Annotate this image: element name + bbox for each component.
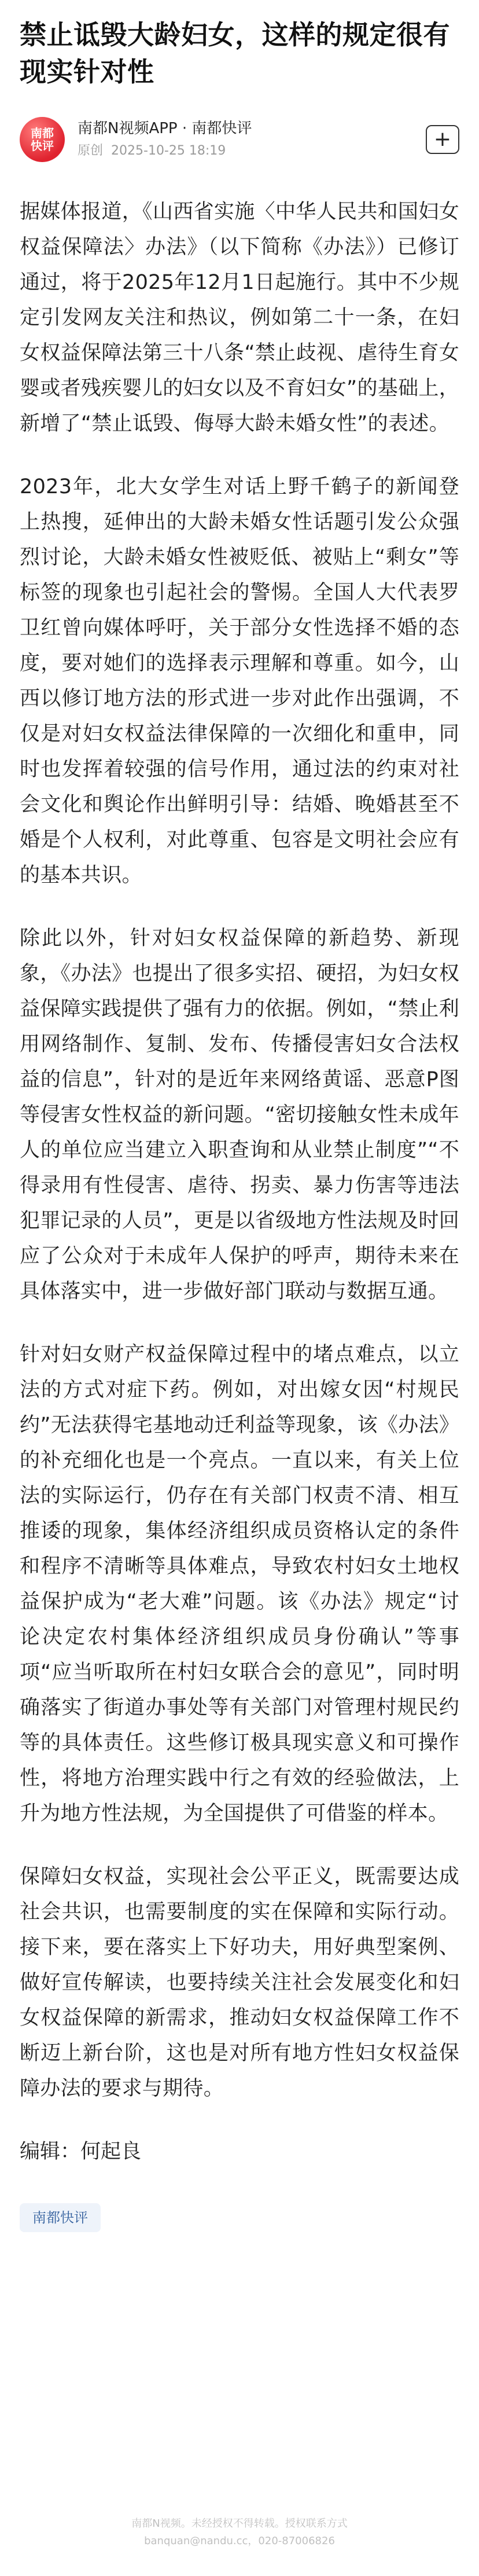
avatar-text-line1: 南都 [31,126,54,140]
copyright-line1: 南都N视频。未经授权不得转载。授权联系方式 [131,2518,348,2530]
publish-datetime: 2025-10-25 18:19 [111,144,226,158]
article-body [20,195,459,2170]
article-paragraph: 针对妇女财产权益保障过程中的堵点难点，以立法的方式对症下药。例如，对出嫁女因“村规民约”无法获得宅基地动迁利益等现象，该《办法》的补充细化也是一个亮点。一直以来，有关上位法的实际运行，仍存在有关部门权责不清、相互推诿的现象，集体经济组织成员资格认定的条件和程序不清晰等具体难点，导致农村妇女土地权益保护成为“老大难”问题。该《办法》规定“讨论决定农村集体经济组织成员身份确认”等事项“应当听取所在村妇女联合会的意见”，同时明确落实了街道办事处等有关部门对管理村规民约等的具体责任。这些修订极具现实意义和可操作性，将地方治理实践中行之有效的经验做法，上升为地方性法规，为全国提供了可借鉴的样本。 [20,1343,459,1825]
article-paragraph: 据媒体报道，《山西省实施〈中华人民共和国妇女权益保障法〉办法》（以下简称《办法》）已修订通过，将于2025年12月1日起施行。其中不少规定引发网友关注和热议，例如第二十一条，在妇女权益保障法第三十八条“禁止歧视、虐待生育女婴或者残疾婴儿的妇女以及不育妇女”的基础上，新增了“禁止诋毁、侮辱大龄未婚女性”的表述。 [20,200,459,435]
avatar-text-line2: 快评 [31,139,54,153]
article-paragraph: 2023年，北大女学生对话上野千鹤子的新闻登上热搜，延伸出的大龄未婚女性话题引发公众强烈讨论，大龄未婚女性被贬低、被贴上“剩女”等标签的现象也引起社会的警惕。全国人大代表罗卫红曾向媒体呼吁，关于部分女性选择不婚的态度，要对她们的选择表示理解和尊重。如今，山西以修订地方法的形式进一步对此作出强调，不仅是对妇女权益法律保障的一次细化和重申，同时也发挥着较强的信号作用，通过法的约束对社会文化和舆论作出鲜明引导：结婚、晚婚甚至不婚是个人权利，对此尊重、包容是文明社会应有的基本共识。 [20,475,459,887]
author-info [78,118,426,161]
article-paragraph: 除此以外，针对妇女权益保障的新趋势、新现象，《办法》也提出了很多实招、硬招，为妇女权益保障实践提供了强有力的依据。例如，“禁止利用网络制作、复制、发布、传播侵害妇女合法权益的信息”，针对的是近年来网络黄谣、恶意P图等侵害女性权益的新问题。“密切接触女性未成年人的单位应当建立入职查询和从业禁止制度”“不得录用有性侵害、虐待、拐卖、暴力伤害等违法犯罪记录的人员”，更是以省级地方性法规及时回应了公众对于未成年人保护的呼声，期待未来在具体落实中，进一步做好部门联动与数据互通。 [20,927,459,1303]
article-title: 禁止诋毁大龄妇女，这样的规定很有现实针对性 [20,19,450,87]
column-tag[interactable]: 南都快评 [20,2203,101,2232]
copyright-footer [0,2515,479,2550]
article-paragraph: 保障妇女权益，实现社会公平正义，既需要达成社会共识，也需要制度的实在保障和实际行动。接下来，要在落实上下好功夫，用好典型案例、做好宣传解读，也要持续关注社会发展变化和妇女权益保障的新需求，推动妇女权益保障工作不断迈上新台阶，这也是对所有地方性妇女权益保障办法的要求与期待。 [20,1865,459,2100]
follow-button[interactable] [426,125,459,154]
original-badge: 原创 [78,144,104,158]
author-row [20,113,459,166]
author-source[interactable]: 南都N视频APP · 南都快评 [78,120,252,137]
author-avatar[interactable] [20,117,65,162]
author-meta [78,141,426,161]
copyright-line2: banquan@nandu.cc，020-87006826 [144,2535,335,2547]
plus-icon: + [433,127,452,151]
editor-credit: 编辑：何起良 [20,2140,142,2163]
